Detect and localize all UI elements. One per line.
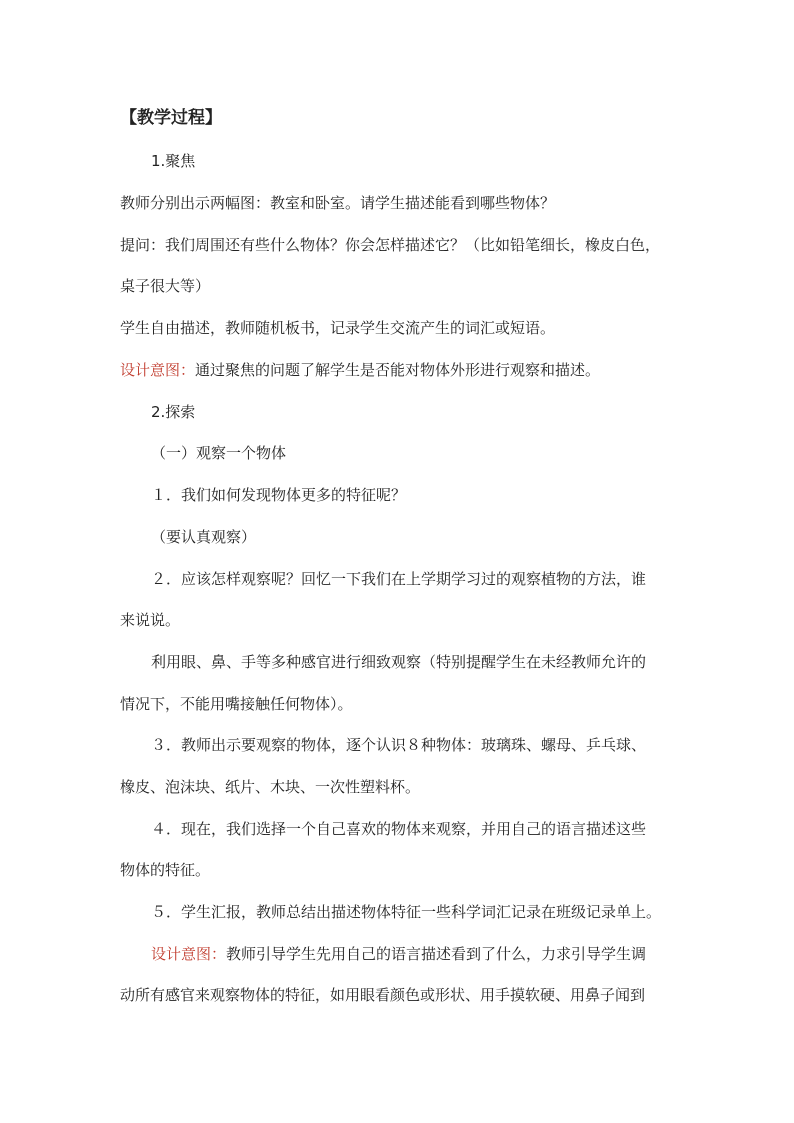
section2-title: 2.探索 <box>151 403 196 421</box>
paragraph-2-line-2: 桌子很大等） <box>120 277 211 295</box>
design-intent-text: 通过聚焦的问题了解学生是否能对物体外形进行观察和描述。 <box>195 361 601 379</box>
paragraph-3: 学生自由描述，教师随机板书，记录学生交流产生的词汇或短语。 <box>120 319 556 337</box>
paragraph-4-line-2: 情况下，不能用嘴接触任何物体）。 <box>120 695 353 713</box>
question-3-line-1: ３．教师出示要观察的物体，逐个认识８种物体：玻璃珠、螺母、乒乓球、 <box>151 736 647 754</box>
question-2-line-2: 来说说。 <box>120 611 181 629</box>
question-1: １．我们如何发现物体更多的特征呢？ <box>151 486 407 504</box>
paragraph-1: 教师分别出示两幅图：教室和卧室。请学生描述能看到哪些物体？ <box>120 194 556 212</box>
design-intent-text: 教师引导学生先用自己的语言描述看到了什么，力求引导学生调 <box>226 945 647 963</box>
paragraph-2-line-1: 提问：我们周围还有些什么物体？你会怎样描述它？（比如铅笔细长，橡皮白色， <box>120 236 661 254</box>
question-4-line-1: ４．现在，我们选择一个自己喜欢的物体来观察，并用自己的语言描述这些 <box>151 820 647 838</box>
design-intent-2-line-1 <box>151 944 711 964</box>
question-2-line-1: ２．应该怎样观察呢？回忆一下我们在上学期学习过的观察植物的方法，谁 <box>151 570 647 588</box>
section-heading: 【教学过程】 <box>120 108 222 128</box>
question-3-line-2: 橡皮、泡沫块、纸片、木块、一次性塑料杯。 <box>120 778 421 796</box>
design-intent-label: 设计意图： <box>151 945 227 963</box>
question-4-line-2: 物体的特征。 <box>120 861 211 879</box>
design-intent-1 <box>120 360 680 380</box>
question-1-answer: （要认真观察） <box>151 528 257 546</box>
design-intent-2-line-2: 动所有感官来观察物体的特征，如用眼看颜色或形状、用手摸软硬、用鼻子闻到 <box>120 986 646 1004</box>
design-intent-label: 设计意图： <box>120 361 196 379</box>
question-5: ５．学生汇报，教师总结出描述物体特征一些科学词汇记录在班级记录单上。 <box>151 903 662 921</box>
paragraph-4-line-1: 利用眼、鼻、手等多种感官进行细致观察（特别提醒学生在未经教师允许的 <box>151 653 647 671</box>
subsection-1-title: （一）观察一个物体 <box>151 444 287 462</box>
section1-title: 1.聚焦 <box>151 152 196 170</box>
